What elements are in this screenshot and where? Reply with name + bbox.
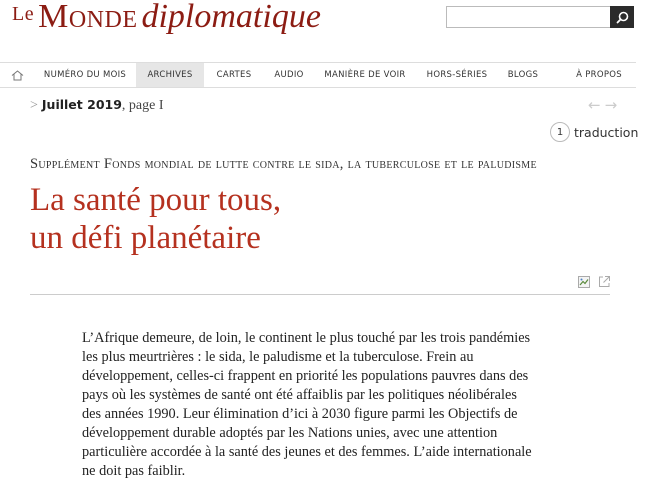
- article-lead: L’Afrique demeure, de loin, le continent le plus touché par les trois pandémies les plus meurtrières : le sida, le paludisme et la tuberculose. Frein au développement, celles-ci frappent en priorité les populations pauvres dans des pays où les systèmes de santé ont été affaiblis par les politiques néolibérales des années 1990. Leur élimination d’ici à 2030 figure parmi les Objectifs de développement durable adoptés par les Nations unies, avec une attention particulière accordée à la santé des jeunes et des femmes. L’aide internationale ne doit pas faiblir.: [82, 330, 532, 479]
- translation-count-badge: 1: [550, 122, 570, 142]
- issue-page: , page I: [121, 98, 164, 113]
- translation-label: traduction: [574, 124, 639, 140]
- logo-monde: Monde: [38, 0, 138, 35]
- nav-hors-series[interactable]: HORS-SÉRIES: [426, 70, 488, 80]
- nav-cartes[interactable]: CARTES: [216, 70, 252, 80]
- nav-a-propos[interactable]: À PROPOS: [576, 70, 622, 80]
- logo-diplomatique: diplomatique: [141, 0, 321, 35]
- search-input[interactable]: [446, 6, 610, 28]
- search-icon: [616, 11, 629, 24]
- article-title-line-2: un défi planétaire: [30, 220, 261, 256]
- next-arrow-icon[interactable]: →: [604, 96, 622, 114]
- prev-arrow-icon[interactable]: ←: [588, 96, 605, 114]
- article-tools: [578, 275, 611, 288]
- breadcrumb-chevron: >: [30, 98, 38, 113]
- logo-le: Le: [12, 3, 35, 25]
- home-icon: [11, 70, 24, 81]
- search-button[interactable]: [610, 6, 634, 28]
- site-logo[interactable]: [12, 0, 321, 34]
- main-nav: [0, 62, 636, 88]
- nav-numero-du-mois[interactable]: NUMÉRO DU MOIS: [43, 70, 127, 80]
- nav-audio[interactable]: AUDIO: [274, 70, 304, 80]
- nav-home[interactable]: [0, 63, 34, 87]
- external-link-icon[interactable]: [598, 275, 611, 288]
- nav-blogs[interactable]: BLOGS: [507, 70, 539, 80]
- nav-maniere-de-voir[interactable]: MANIÈRE DE VOIR: [324, 70, 406, 80]
- divider: [30, 294, 610, 295]
- article-title: [30, 181, 590, 257]
- article-title-line-1: La santé pour tous,: [30, 182, 282, 218]
- supplement-heading: Supplément Fonds mondial de lutte contre le sida, la tuberculose et le paludisme: [30, 156, 537, 172]
- breadcrumb: [30, 97, 164, 114]
- article-pager: [588, 96, 621, 114]
- issue-date-link[interactable]: Juillet 2019: [41, 97, 122, 112]
- translation-link[interactable]: [550, 122, 638, 142]
- nav-archives[interactable]: ARCHIVES: [136, 63, 204, 87]
- broken-image-icon[interactable]: [578, 276, 590, 288]
- search-form: [446, 6, 636, 28]
